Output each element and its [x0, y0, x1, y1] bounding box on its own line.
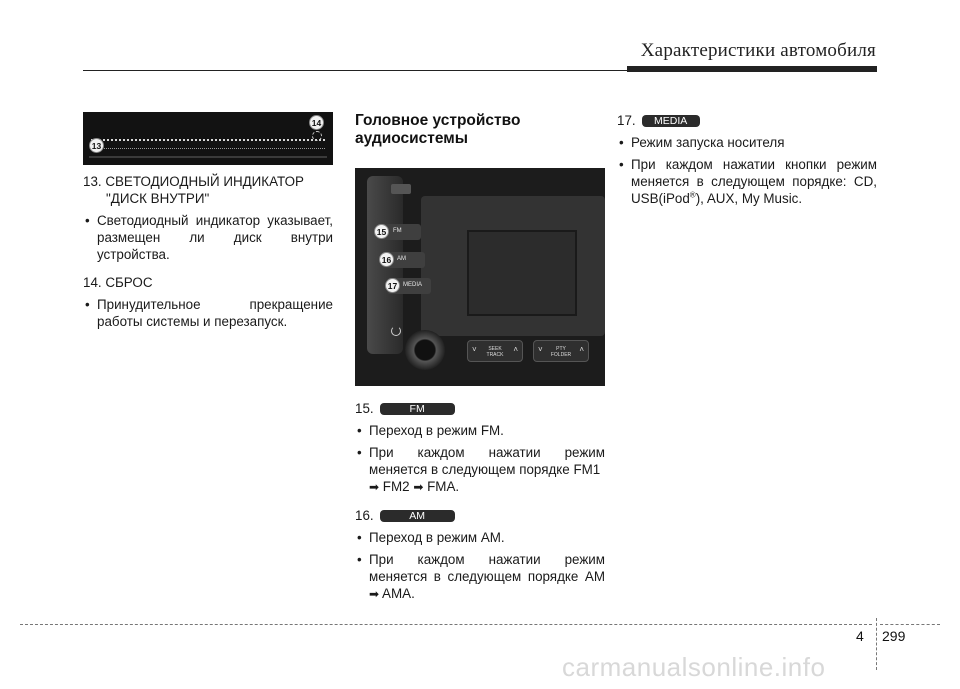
fm-badge: FM — [380, 403, 455, 415]
page-number: 299 — [882, 628, 906, 644]
arrow-right-icon: ➡ — [413, 480, 424, 494]
chevron-down-icon: ˅ — [538, 345, 543, 354]
item-13-heading-cont: "ДИСК ВНУТРИ" — [106, 191, 210, 206]
middle-column — [355, 112, 605, 603]
item-14-heading: 14. СБРОС — [83, 275, 153, 290]
item-15-bullet-2-text: При каждом нажатии режим меняется в следующем порядке FM1 — [369, 445, 605, 477]
chevron-down-icon: ˅ — [472, 345, 477, 354]
item-17-bullet-2 — [617, 156, 877, 207]
item-17-bullet-2-text: При каждом нажатии кнопки режим меняется в следующем порядке: CD, USB(iPod — [631, 157, 877, 206]
cd-slot-indicator-line — [91, 139, 325, 141]
item-17-heading — [617, 112, 877, 129]
item-16-bullet-2-text: При каждом нажатии режим меняется в следующем порядке AM — [369, 552, 605, 584]
cd-slot-figure — [83, 112, 333, 165]
header-rule — [83, 70, 627, 71]
item-17-bullet-1: • Режим запуска носителя — [617, 134, 877, 151]
right-column — [617, 112, 877, 207]
item-16-bullet-2 — [355, 551, 605, 603]
item-13-bullet: • Светодиодный индикатор указывает, размещен ли диск внутри устройства. — [83, 212, 333, 263]
cd-slot — [89, 156, 327, 158]
item-16-heading — [355, 507, 605, 524]
header-rule-thick — [627, 66, 877, 72]
callout-16: 16 — [379, 252, 394, 267]
callout-17: 17 — [385, 278, 400, 293]
pty-folder-button — [533, 340, 589, 362]
footer-divider — [876, 618, 877, 670]
media-button-label: MEDIA — [403, 282, 423, 288]
media-badge: MEDIA — [642, 115, 700, 127]
reset-hole-icon — [312, 131, 322, 141]
chapter-number: 4 — [856, 628, 864, 644]
chevron-up-icon: ˄ — [579, 345, 584, 354]
item-16-number: 16. — [355, 508, 374, 523]
item-14-bullet: • Принудительное прекращение работы системы и перезапуск. — [83, 296, 333, 330]
callout-13: 13 — [89, 138, 104, 153]
item-15-fm2: FM2 — [382, 479, 410, 494]
item-15-bullet-2 — [355, 444, 605, 496]
fm-button-label: FM — [393, 228, 402, 234]
volume-knob — [405, 330, 445, 370]
item-15-fma: FMA. — [427, 479, 460, 494]
item-15-number: 15. — [355, 401, 374, 416]
registered-mark: ® — [689, 190, 696, 200]
am-badge: AM — [380, 510, 455, 522]
callout-14: 14 — [309, 115, 324, 130]
page-header-title: Характеристики автомобиля — [640, 40, 876, 61]
callout-15: 15 — [374, 224, 389, 239]
cd-slot-dots — [91, 148, 325, 149]
display-screen — [467, 230, 577, 316]
power-icon — [391, 326, 401, 336]
seek-track-button — [467, 340, 523, 362]
seek-label: SEEK — [488, 346, 502, 352]
left-column — [83, 112, 333, 330]
head-unit-figure — [355, 168, 605, 386]
item-16-ama: AMA. — [382, 586, 415, 601]
footer-rule-right — [880, 624, 940, 625]
am-button-label: AM — [397, 256, 406, 262]
section-title-line1: Головное устройство — [355, 112, 521, 129]
item-17-number: 17. — [617, 113, 636, 128]
watermark: carmanualsonline.info — [562, 652, 826, 682]
section-title-line2: аудиосистемы — [355, 130, 468, 147]
item-17-bullet-2-tail: ), AUX, My Music. — [695, 191, 803, 206]
footer-rule — [20, 624, 872, 625]
arrow-right-icon: ➡ — [369, 587, 380, 601]
chevron-up-icon: ˄ — [513, 345, 518, 354]
item-13-heading: 13. СВЕТОДИОДНЫЙ ИНДИКАТОР — [83, 174, 304, 189]
item-15-heading — [355, 400, 605, 417]
track-label: TRACK — [486, 352, 504, 358]
folder-label: FOLDER — [550, 352, 572, 358]
arrow-right-icon: ➡ — [369, 480, 380, 494]
item-16-bullet-1: • Переход в режим AM. — [355, 529, 605, 546]
item-15-bullet-1: • Переход в режим FM. — [355, 422, 605, 439]
pty-label: PTY — [556, 346, 566, 352]
eject-icon — [391, 184, 411, 194]
